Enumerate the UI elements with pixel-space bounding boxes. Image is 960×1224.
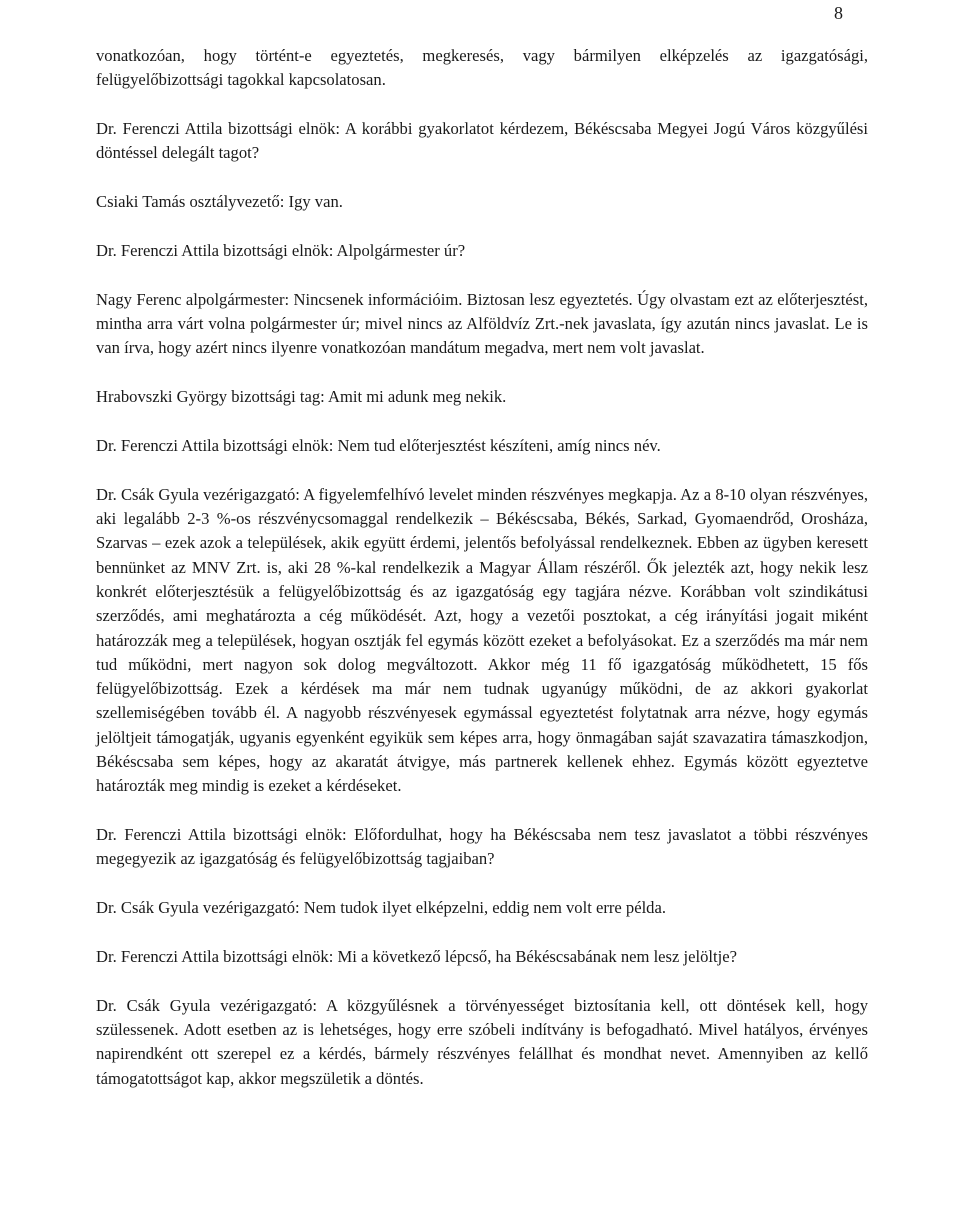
- paragraph: Csiaki Tamás osztályvezető: Igy van.: [96, 192, 343, 212]
- paragraph: Dr. Csák Gyula vezérigazgató: Nem tudok ilyet elképzelni, eddig nem volt erre példa.: [96, 898, 666, 918]
- paragraph: vonatkozóan, hogy történt-e egyeztetés, megkeresés, vagy bármilyen elképzelés az igazgatósági, felügyelőbizottsági tagokkal kapcsolatosan.: [96, 46, 868, 90]
- paragraph: Dr. Csák Gyula vezérigazgató: A közgyűlésnek a törvényességet biztosítania kell, ott döntések kell, hogy szülessenek. Adott esetben az is lehetséges, hogy erre szóbeli indítvány is befogadható. Mivel hatályos, érvényes napirendként ott szerepel ez a kérdés, bármely részvényes felállhat és mondhat nevet. Amennyiben az kellő támogatottságot kap, akkor megszületik a döntés.: [96, 995, 868, 1088]
- paragraph: Hrabovszki György bizottsági tag: Amit mi adunk meg nekik.: [96, 387, 507, 407]
- paragraph: Dr. Ferenczi Attila bizottsági elnök: A korábbi gyakorlatot kérdezem, Békéscsaba Megyei Jogú Város közgyűlési döntéssel delegált tagot?: [96, 119, 868, 163]
- paragraph: Nagy Ferenc alpolgármester: Nincsenek információim. Biztosan lesz egyeztetés. Úgy olvastam ezt az előterjesztést, mintha arra várt volna polgármester úr; mivel nincs az Alföldvíz Zrt.-nek javaslata, így azután nincs javaslat. Le is van írva, hogy azért nincs ilyenre vonatkozóan mandátum megadva, mert nem volt javaslat.: [96, 289, 868, 358]
- paragraph: Dr. Ferenczi Attila bizottsági elnök: Nem tud előterjesztést készíteni, amíg nincs név.: [96, 435, 661, 455]
- page-number: 8: [834, 3, 843, 23]
- paragraph: Dr. Csák Gyula vezérigazgató: A figyelemfelhívó levelet minden részvényes megkapja. Az a 8-10 olyan részvényes, aki legalább 2-3 %-os részvénycsomaggal rendelkezik – Békéscsaba, Békés, Sarkad, Gyomaendrőd, Orosháza, Szarvas – ezek azok a települések, akik együtt érdemi, jelentős befolyással rendelkeznek. Ebben az ügyben keresett bennünket az MNV Zrt. is, aki 28 %-kal rendelkezik a Magyar Állam részéről. Ők jelezték azt, hogy nekik lesz konkrét előterjesztésük a felügyelőbizottság és az igazgatóság egy tagjára nézve. Korábban volt szindikátusi szerződés, ami meghatározta a cég működését. Azt, hogy a vezetői posztokat, a cég irányítási jogait miként határozzák meg a települések, hogyan osztják fel egymás között ezeket a befolyásokat. Ez a szerződés ma már nem tud működni, mert nagyon sok dolog megváltozott. Akkor még 11 fő igazgatóság működhetett, 15 fős felügyelőbizottság. Ezek a kérdések ma már nem tudnak ugyanúgy működni, de az akkori gyakorlat szellemiségében tovább él. A nagyobb részvényesek egymással egyeztetést folytatnak arra nézve, hogy egymás jelöltjeit támogatják, ugyanis egyenként egyikük sem képes arra, hogy önmagában saját szavazatira támaszkodjon, Békéscsaba sem képes, hogy az akaratát átvigye, más partnerek kellenek ehhez. Egymás között egyeztetve határozták meg mindig is ezeket a kérdéseket.: [96, 484, 868, 796]
- paragraph: Dr. Ferenczi Attila bizottsági elnök: Mi a következő lépcső, ha Békéscsabának nem lesz jelöltje?: [96, 947, 737, 967]
- document-body: [96, 44, 868, 1116]
- paragraph: Dr. Ferenczi Attila bizottsági elnök: Előfordulhat, hogy ha Békéscsaba nem tesz javaslatot a többi részvényes megegyezik az igazgatóság és felügyelőbizottság tagjaiban?: [96, 825, 868, 869]
- paragraph: Dr. Ferenczi Attila bizottsági elnök: Alpolgármester úr?: [96, 240, 466, 260]
